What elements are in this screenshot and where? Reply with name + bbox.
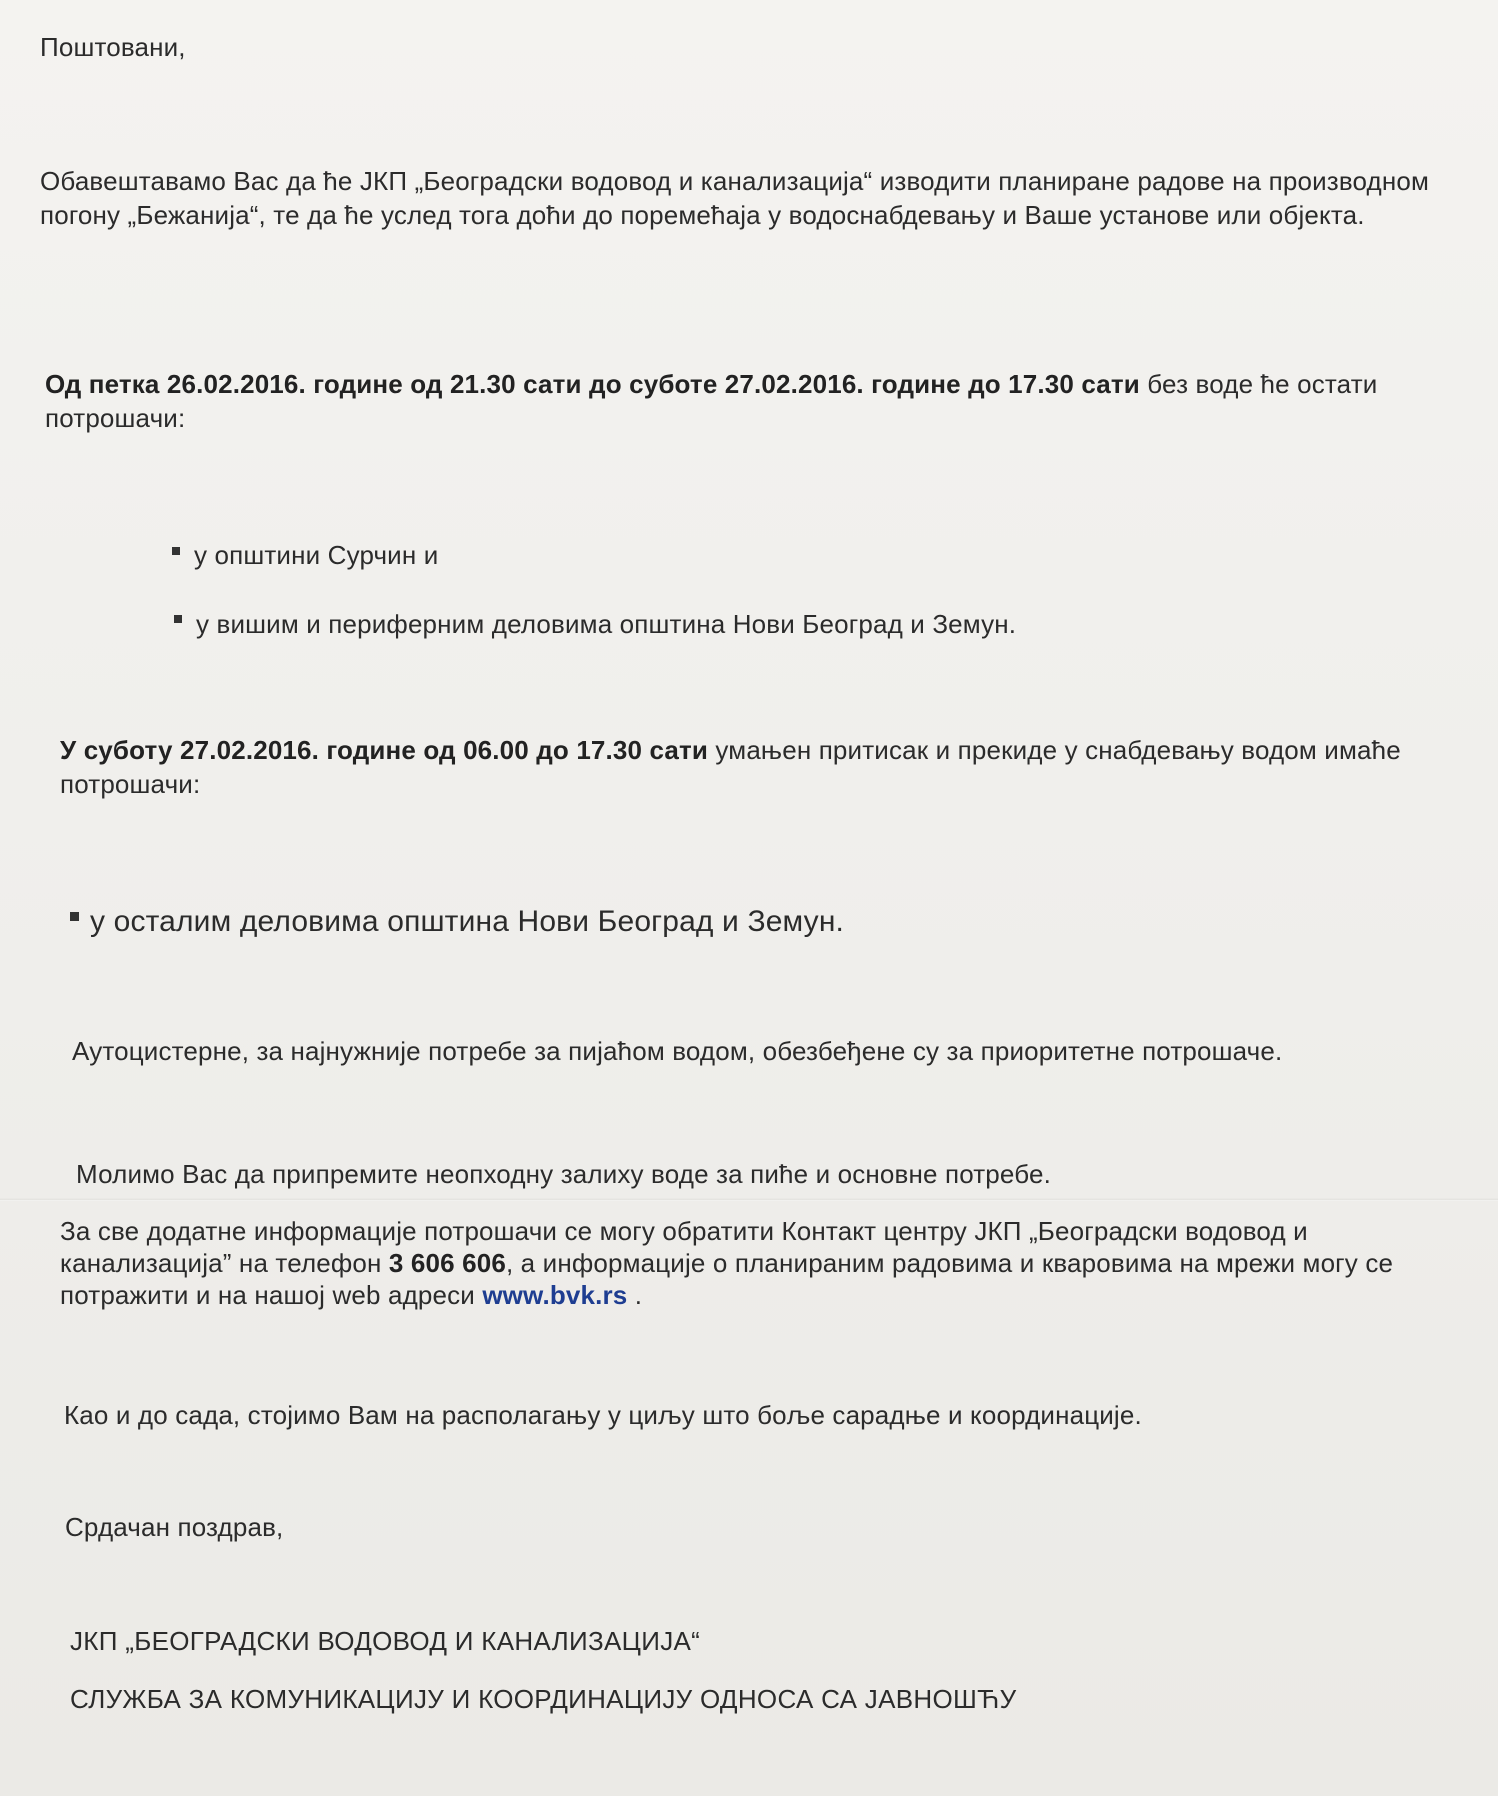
signature-department: СЛУЖБА ЗА КОМУНИКАЦИЈУ И КООРДИНАЦИЈУ ОДНОСА СА ЈАВНОШЋУ	[70, 1684, 1017, 1714]
contact-phone: 3 606 606	[388, 1248, 506, 1278]
reduced-pressure-area-item: у осталим деловима општина Нови Београд и Земун.	[90, 905, 845, 938]
reduced-pressure-period: У суботу 27.02.2016. године од 06.00 до 17.30 сати	[60, 735, 709, 765]
contact-paragraph	[60, 1215, 1470, 1311]
outage-area-item: у вишим и периферним деловима општина Нови Београд и Земун.	[196, 609, 1017, 639]
water-supply-request: Молимо Вас да припремите неопходну залиху воде за пиће и основне потребе.	[76, 1159, 1051, 1189]
bullet-square-icon	[172, 547, 180, 555]
water-tanks-note: Аутоцистерне, за најнужније потребе за пијаћом водом, обезбеђене су за приоритетне потрошаче.	[72, 1036, 1283, 1066]
outage-paragraph	[45, 367, 1460, 435]
closing: Срдачан поздрав,	[65, 1512, 284, 1542]
bullet-square-icon	[70, 912, 79, 921]
outage-area-item: у општини Сурчин и	[194, 540, 439, 570]
contact-text-middle: , а информације о планираним радовима и кваровима на мрежи могу се потражити и на нашој web адреси	[60, 1248, 1394, 1310]
outage-remainder: без воде ће остати потрошачи:	[45, 369, 1378, 433]
contact-text-start: За све додатне информације потрошачи се могу обратити Контакт центру ЈКП „Београдски водовод и канализација” на телефон	[60, 1216, 1308, 1278]
intro-paragraph: Обавештавамо Вас да ће ЈКП „Београдски водовод и канализација“ изводити планиране радове на производном погону „Бежанија“, те да ће услед тога доћи до поремећаја у водоснабдевању и Ваше установе или објекта.	[40, 166, 1429, 230]
bullet-square-icon	[174, 615, 182, 623]
signature-company: ЈКП „БЕОГРАДСКИ ВОДОВОД И КАНАЛИЗАЦИЈА“	[70, 1626, 701, 1656]
reduced-pressure-remainder: умањен притисак и прекиде у снабдевању водом имаће потрошачи:	[60, 735, 1401, 799]
website-link[interactable]: www.bvk.rs	[482, 1280, 628, 1310]
outage-period: Од петка 26.02.2016. године од 21.30 сати до суботе 27.02.2016. године до 17.30 сати	[45, 369, 1140, 399]
contact-text-end: .	[627, 1280, 643, 1310]
paper-fold-line	[0, 1198, 1498, 1201]
greeting: Поштовани,	[40, 32, 186, 62]
reduced-pressure-paragraph	[60, 733, 1470, 801]
cooperation-note: Као и до сада, стојимо Вам на располагању у циљу што боље сарадње и координације.	[64, 1400, 1142, 1430]
